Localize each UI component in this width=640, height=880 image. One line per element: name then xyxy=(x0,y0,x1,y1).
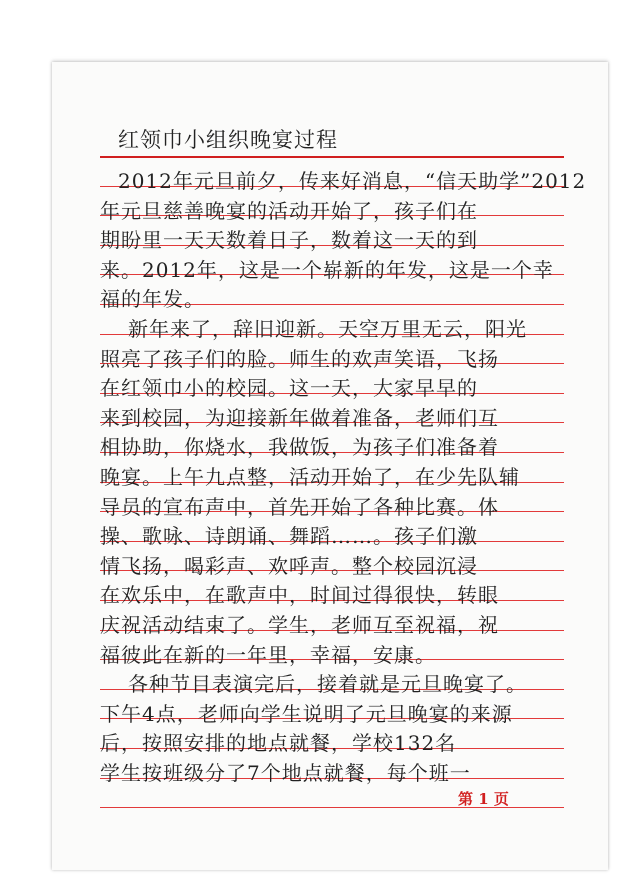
text-line: 照亮了孩子们的脸。师生的欢声笑语，飞扬 xyxy=(100,346,499,371)
text-line: 在红领巾小的校园。这一天，大家早早的 xyxy=(100,376,478,401)
text-line: 来到校园，为迎接新年做着准备，老师们互 xyxy=(100,405,499,430)
text-line: 后，按照安排的地点就餐，学校132名 xyxy=(100,731,457,756)
text-line: 来。2012年，这是一个崭新的年发，这是一个幸 xyxy=(100,257,554,282)
text-line: 各种节目表演完后，接着就是元旦晚宴了。 xyxy=(128,672,527,697)
page-number-label: 第 1 页 xyxy=(458,790,509,808)
text-line: 新年来了，辞旧迎新。天空万里无云，阳光 xyxy=(128,317,527,341)
text-line: 福彼此在新的一年里，幸福，安康。 xyxy=(100,642,436,667)
text-line: 期盼里一天天数着日子，数着这一天的到 xyxy=(100,228,478,253)
text-line: 学生按班级分了7个地点就餐，每个班一 xyxy=(100,761,471,785)
text-line: 2012年元旦前夕，传来好消息，“信天助学”2012 xyxy=(118,169,587,193)
document-title: 红领巾小组织晚宴过程 xyxy=(118,128,338,152)
text-line: 操、歌咏、诗朗诵、舞蹈……。孩子们激 xyxy=(100,524,478,549)
text-line: 年元旦慈善晚宴的活动开始了，孩子们在 xyxy=(100,198,478,223)
text-line: 相协助，你烧水，我做饭，为孩子们准备着 xyxy=(100,435,499,460)
text-line: 情飞扬，喝彩声、欢呼声。整个校园沉浸 xyxy=(100,553,478,578)
text-line: 福的年发。 xyxy=(100,287,205,312)
text-line: 庆祝活动结束了。学生，老师互至祝福，祝 xyxy=(100,613,499,637)
text-line: 在欢乐中，在歌声中，时间过得很快，转眼 xyxy=(100,583,499,608)
text-line: 晚宴。上午九点整，活动开始了，在少先队辅 xyxy=(100,465,520,489)
text-line: 下午4点，老师向学生说明了元旦晚宴的来源 xyxy=(100,701,513,726)
text-line: 导员的宣布声中，首先开始了各种比赛。体 xyxy=(100,494,499,519)
